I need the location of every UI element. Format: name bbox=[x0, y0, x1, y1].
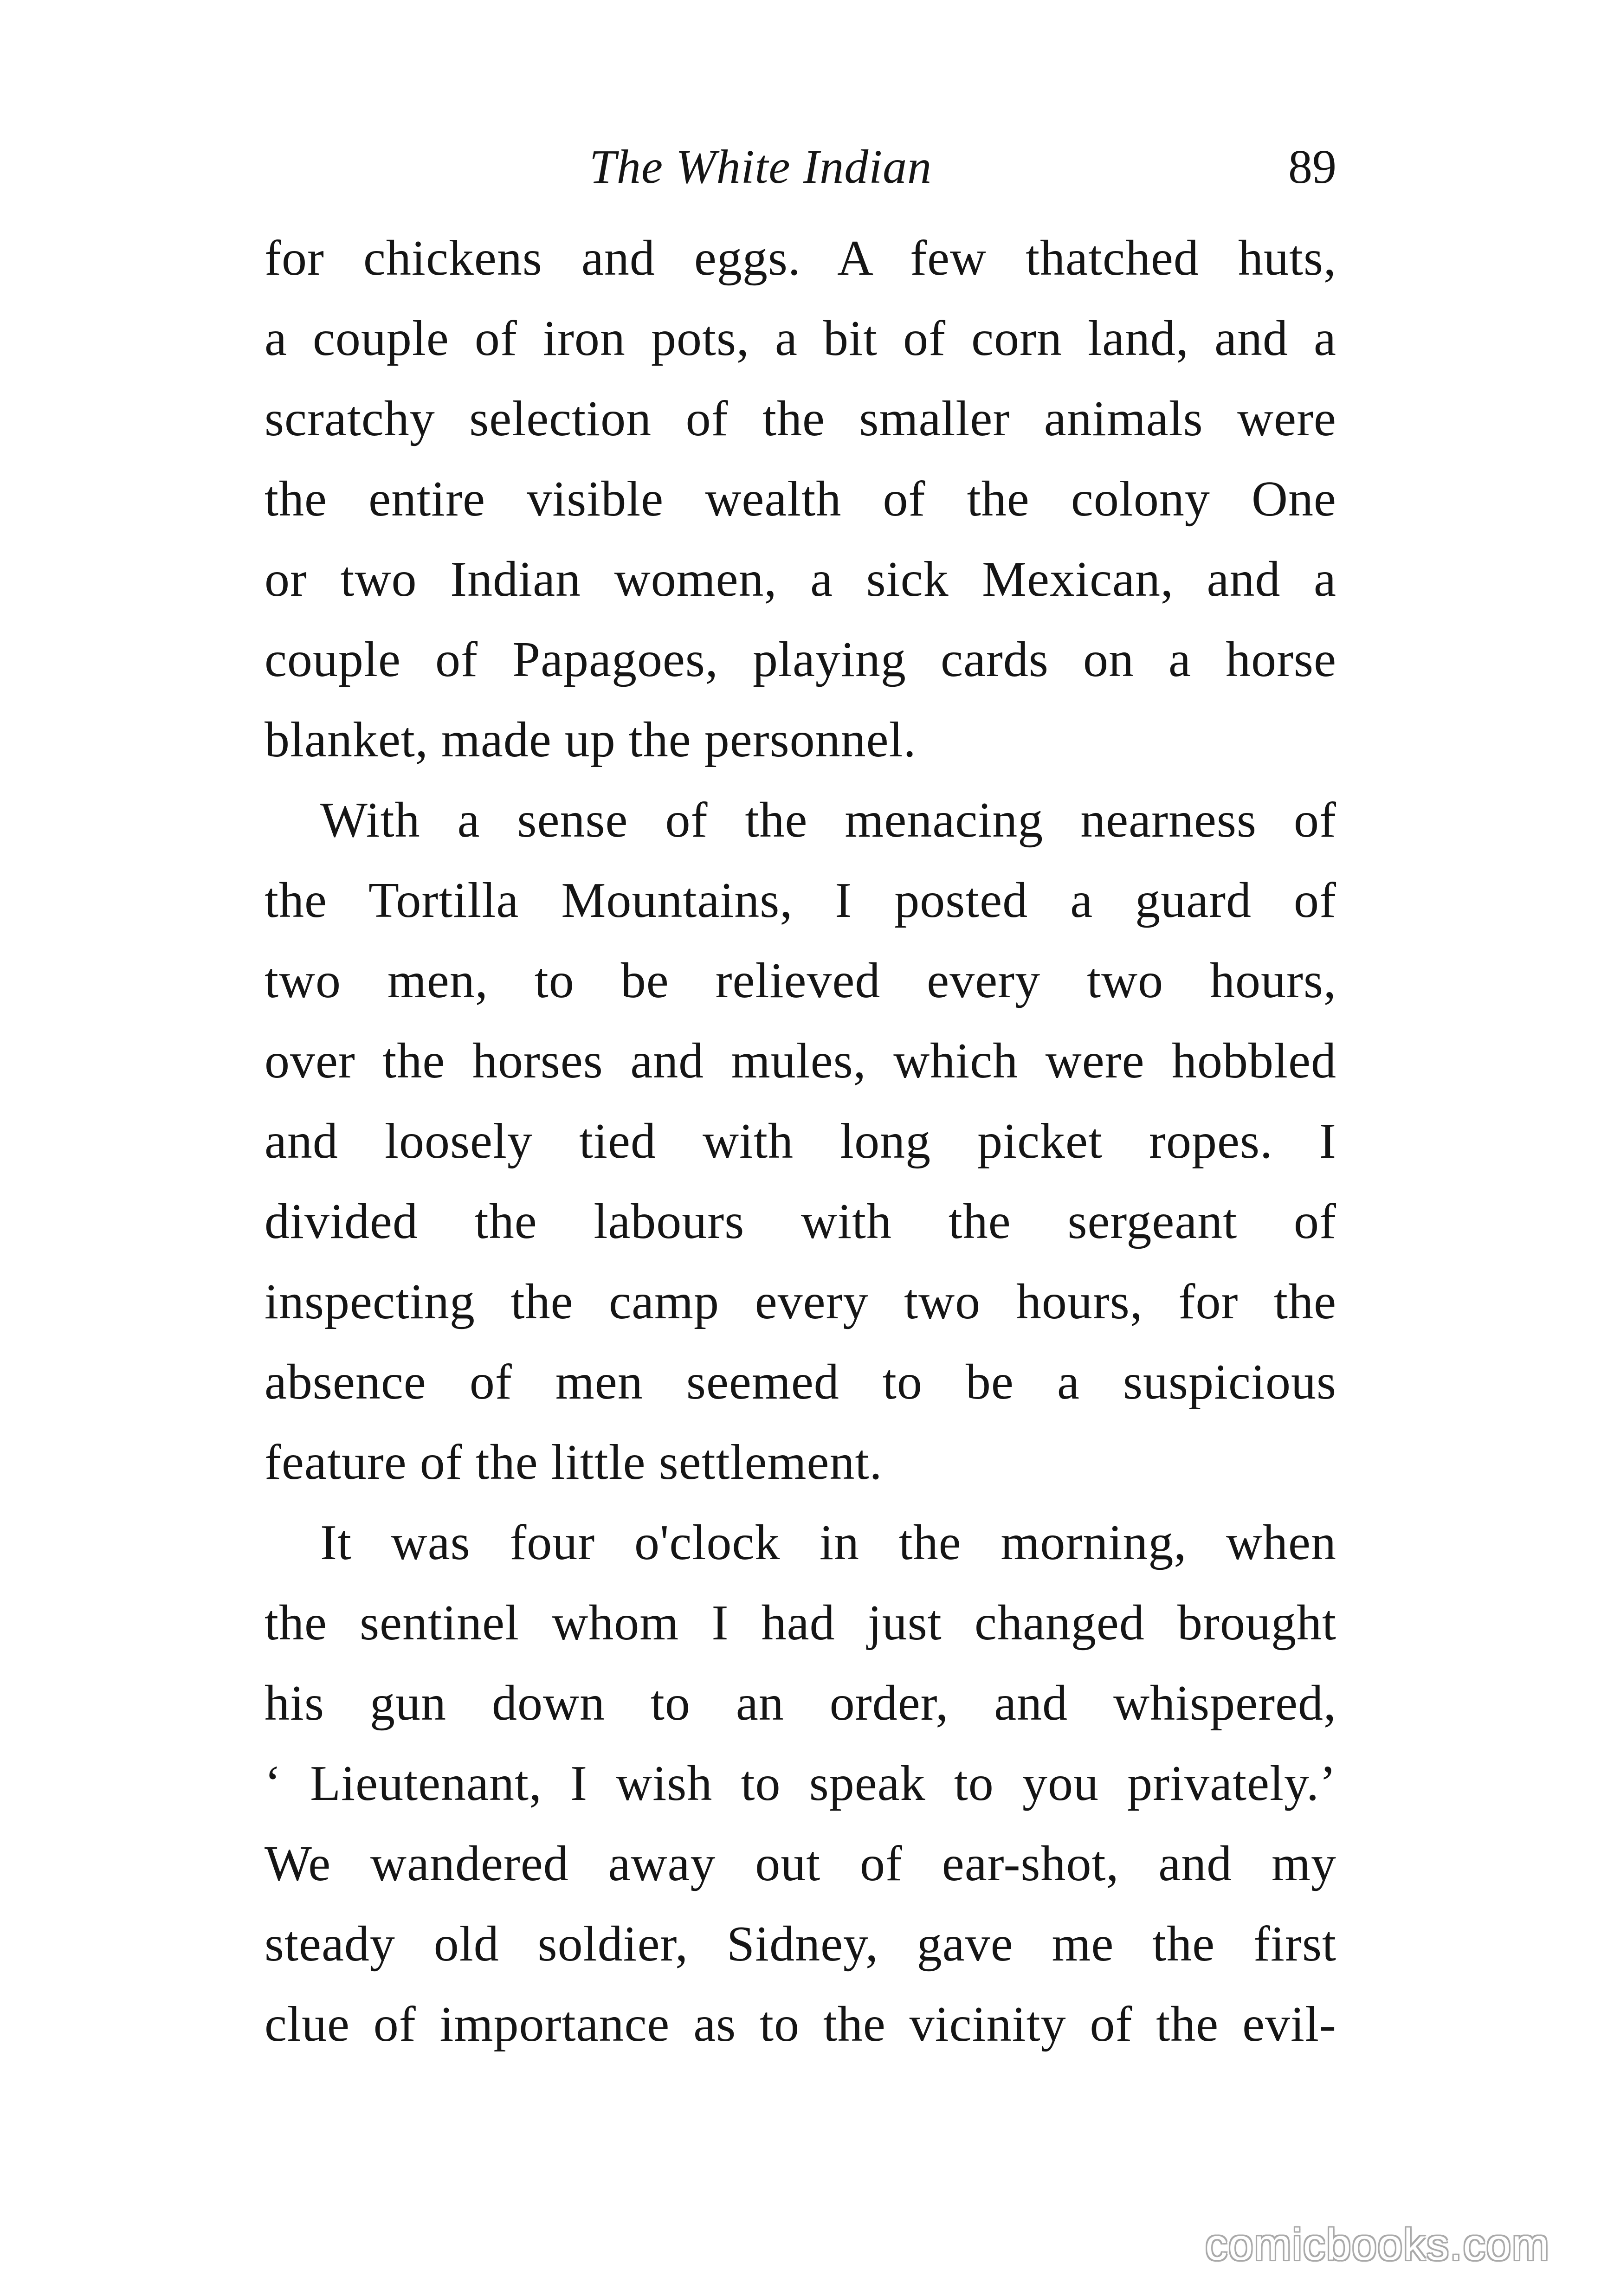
text-line: absence of men seemed to be a suspicious bbox=[265, 1354, 1336, 1410]
text-line: divided the labours with the sergeant of bbox=[265, 1194, 1336, 1249]
text-line: couple of Papagoes, playing cards on a horse bbox=[265, 632, 1336, 687]
text-line: two men, to be relieved every two hours, bbox=[265, 953, 1336, 1008]
text-line: With a sense of the menacing nearness of bbox=[320, 793, 1336, 848]
watermark: comicbooks.com bbox=[1205, 2220, 1550, 2270]
text-line: inspecting the camp every two hours, for the bbox=[265, 1274, 1336, 1329]
text-line: the Tortilla Mountains, I posted a guard of bbox=[265, 873, 1336, 928]
text-line: It was four o'clock in the morning, when bbox=[320, 1515, 1336, 1570]
text-line: his gun down to an order, and whispered, bbox=[265, 1676, 1336, 1731]
text-line: clue of importance as to the vicinity of the evil- bbox=[265, 1997, 1336, 2052]
text-line: over the horses and mules, which were hobbled bbox=[265, 1033, 1336, 1089]
text-line: for chickens and eggs. A few thatched huts, bbox=[265, 231, 1336, 286]
text-line: the entire visible wealth of the colony One bbox=[265, 471, 1336, 527]
text-line: or two Indian women, a sick Mexican, and a bbox=[265, 552, 1336, 607]
page-number: 89 bbox=[1288, 140, 1336, 193]
text-line: the sentinel whom I had just changed brought bbox=[265, 1595, 1336, 1651]
text-line: blanket, made up the personnel. bbox=[265, 712, 917, 767]
running-title: The White Indian bbox=[589, 140, 932, 193]
running-head bbox=[265, 130, 1336, 204]
text-line: and loosely tied with long picket ropes. I bbox=[265, 1114, 1336, 1169]
text-line: a couple of iron pots, a bit of corn land, and a bbox=[265, 311, 1336, 366]
body-text bbox=[265, 218, 1336, 2064]
text-line: ‘ Lieutenant, I wish to speak to you privately.’ bbox=[265, 1756, 1336, 1811]
text-line: feature of the little settlement. bbox=[265, 1435, 883, 1490]
text-line: We wandered away out of ear-shot, and my bbox=[265, 1836, 1336, 1891]
text-line: steady old soldier, Sidney, gave me the first bbox=[265, 1916, 1336, 1972]
text-line: scratchy selection of the smaller animals were bbox=[265, 391, 1336, 446]
